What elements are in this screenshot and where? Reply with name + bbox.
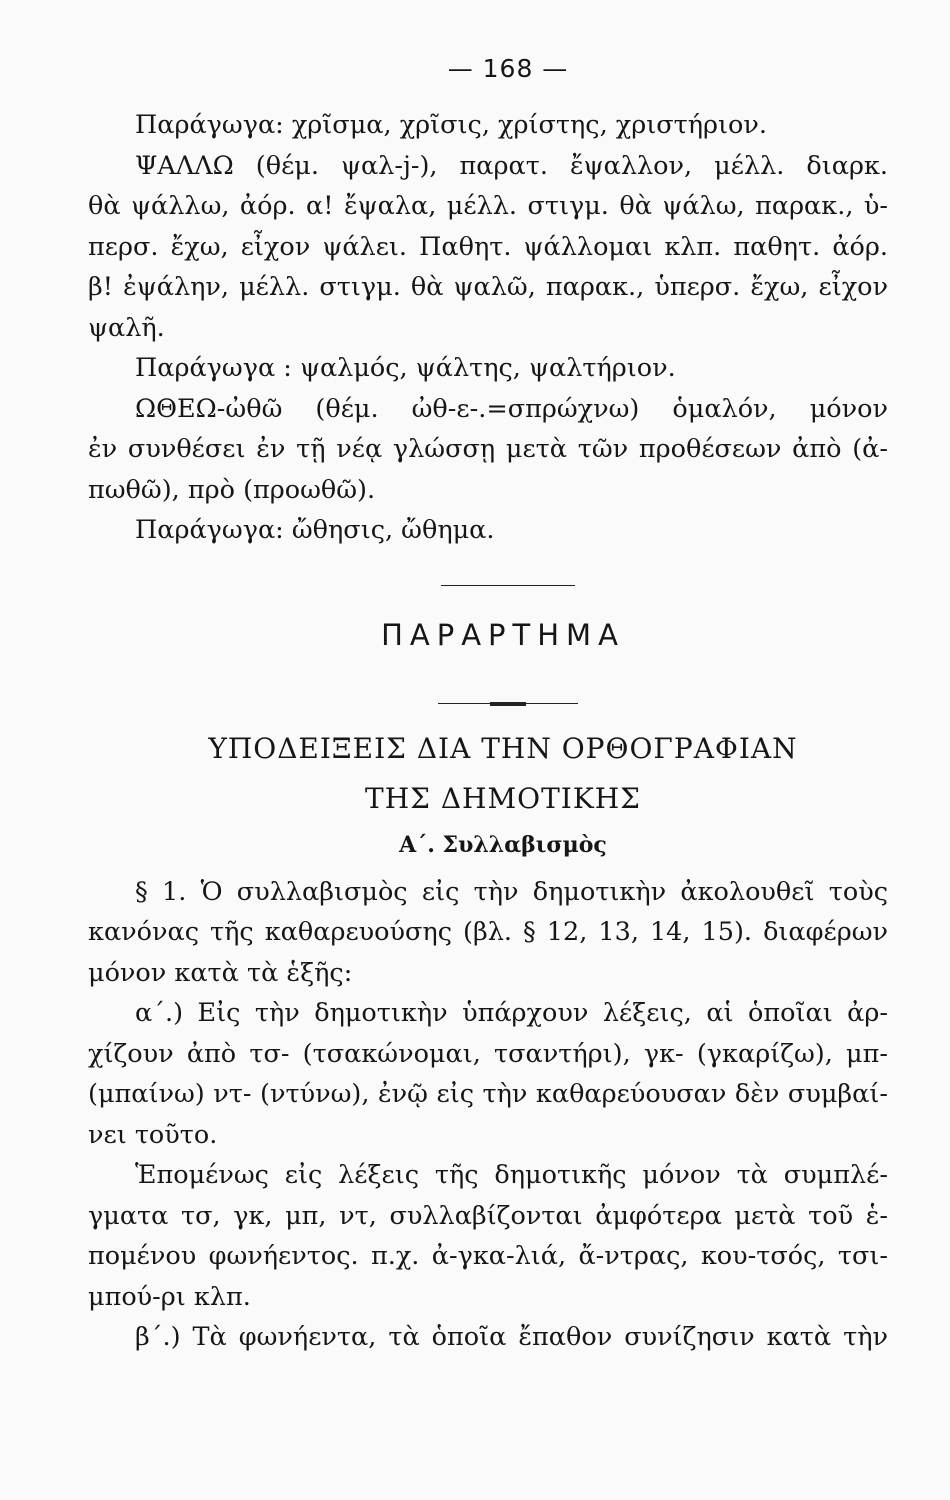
text-line: Παράγωγα: χρῖσμα, χρῖσις, χρίστης, χριστήριον. — [135, 110, 767, 140]
text-line: χίζουν ἀπὸ τσ- (τσακώνομαι, τσαντήρι), γκ- (γκαρίζω), μπ- — [88, 1038, 888, 1069]
section-divider — [441, 585, 575, 586]
text-line: πομένου φωνήεντος. π.χ. ἀ-γκα-λιά, ἄ-ντρας, κου-τσός, τσι- — [88, 1241, 888, 1271]
text-line: μπού-ρι κλπ. — [88, 1281, 251, 1312]
text-line: ΨΑΛΛΩ (θέμ. ψαλ-j-), παρατ. ἔψαλλον, μέλλ. διαρκ. — [135, 150, 888, 181]
dictionary-entries — [88, 105, 888, 551]
text-line: β΄.) Τὰ φωνήεντα, τὰ ὁποῖα ἔπαθον συνίζησιν κατὰ τὴν — [135, 1322, 888, 1352]
text-line: § 1. Ὁ συλλαβισμὸς εἰς τὴν δημοτικὴν ἀκολουθεῖ τοὺς — [135, 876, 888, 907]
ornamental-rule — [438, 702, 578, 706]
text-line: νει τοῦτο. — [88, 1119, 218, 1150]
text-line: ἐν συνθέσει ἐν τῇ νέᾳ γλώσσῃ μετὰ τῶν προθέσεων ἀπὸ (ἀ- — [88, 434, 888, 464]
text-line: περσ. ἔχω, εἶχον ψάλει. Παθητ. ψάλλομαι κλπ. παθητ. ἀόρ. — [88, 231, 888, 262]
subsection-heading: Α΄. Συλλαβισμὸς — [399, 831, 607, 858]
page — [88, 50, 888, 1358]
text-line: Ἑπομένως εἰς λέξεις τῆς δημοτικῆς μόνον τὰ συμπλέ- — [135, 1160, 888, 1190]
text-line: Παράγωγα: ὤθησις, ὤθημα. — [135, 515, 495, 545]
text-line: πωθῶ), πρὸ (προωθῶ). — [88, 474, 376, 505]
section-heading-line-2: ΤΗΣ ΔΗΜΟΤΙΚΗΣ — [365, 781, 641, 815]
text-line: ΩΘΕΩ-ὠθῶ (θέμ. ὠθ-ε-.=σπρώχνω) ὁμαλόν, μόνον — [135, 393, 888, 424]
text-line: (μπαίνω) ντ- (ντύνω), ἐνῷ εἰς τὴν καθαρεύουσαν δὲν συμβαί- — [88, 1079, 888, 1109]
text-line: μόνον κατὰ τὰ ἑξῆς: — [88, 957, 353, 988]
appendix-title: ΠΑΡΑΡΤΗΜΑ — [381, 617, 625, 652]
text-line: γματα τσ, γκ, μπ, ντ, συλλαβίζονται ἀμφότερα μετὰ τοῦ ἑ- — [88, 1200, 888, 1231]
text-line: θὰ ψάλλω, ἀόρ. α! ἔψαλα, μέλλ. στιγμ. θὰ ψάλω, παρακ., ὑ- — [88, 191, 888, 221]
text-line: α΄.) Εἰς τὴν δημοτικὴν ὑπάρχουν λέξεις, αἱ ὁποῖαι ἀρ- — [135, 998, 888, 1028]
text-line: κανόνας τῆς καθαρευούσης (βλ. § 12, 13, 14, 15). διαφέρων — [88, 917, 888, 947]
text-line: Παράγωγα : ψαλμός, ψάλτης, ψαλτήριον. — [135, 353, 676, 383]
section-heading — [118, 724, 888, 824]
page-number: — 168 — — [447, 54, 569, 83]
body-text — [88, 872, 888, 1358]
section-heading-line-1: ΥΠΟΔΕΙΞΕΙΣ ΔΙΑ ΤΗΝ ΟΡΘΟΓΡΑΦΙΑΝ — [208, 731, 798, 765]
text-line: β! ἐψάλην, μέλλ. στιγμ. θὰ ψαλῶ, παρακ., ὑπερσ. ἔχω, εἶχον — [88, 272, 888, 302]
text-line: ψαλῆ. — [88, 312, 165, 343]
